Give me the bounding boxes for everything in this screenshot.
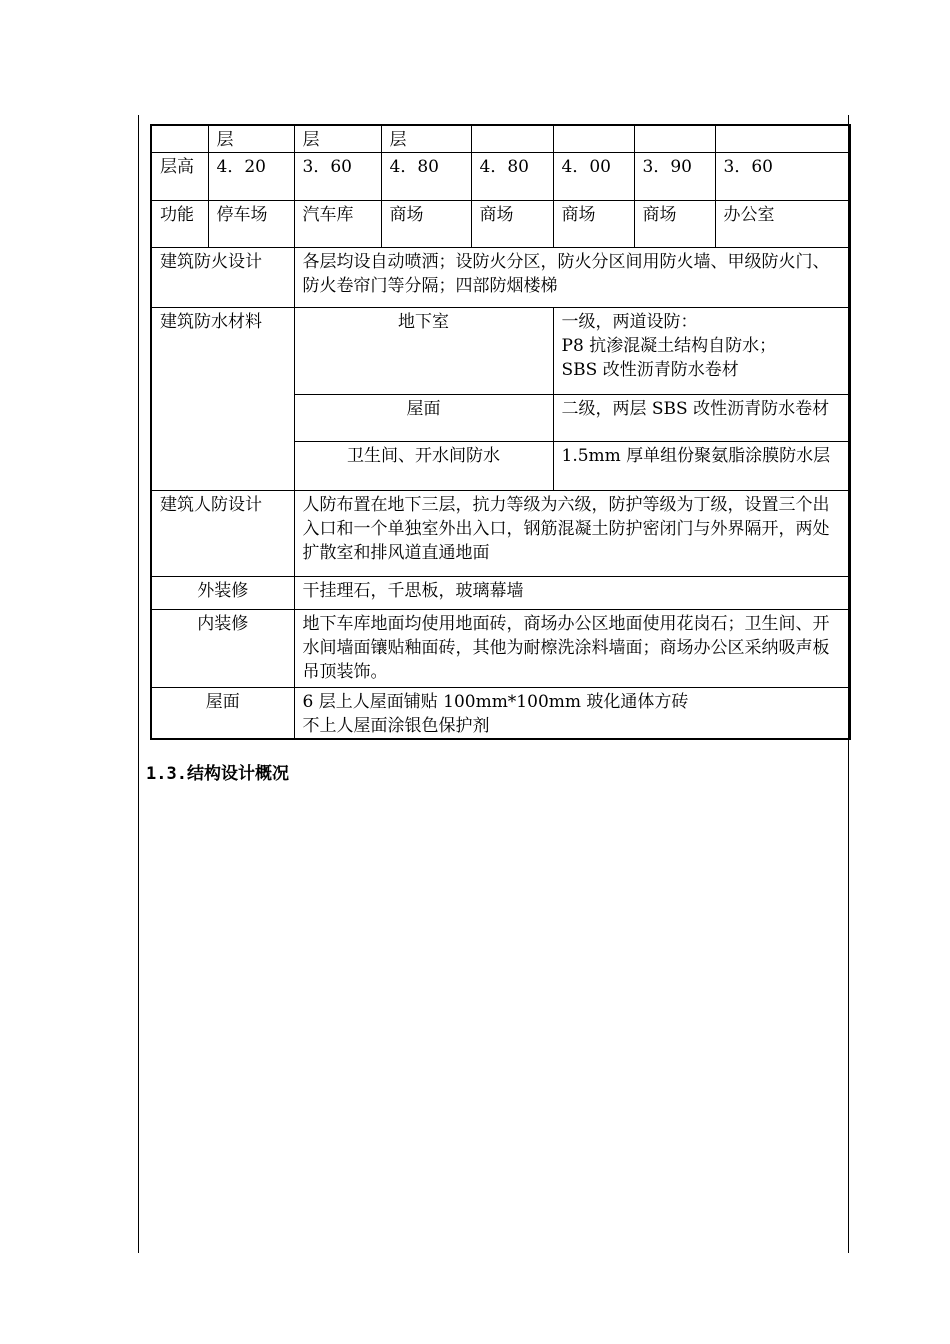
function-value: 商场 — [471, 201, 553, 248]
height-value: 3．60 — [715, 153, 850, 201]
roof-line: 不上人屋面涂银色保护剂 — [302, 716, 490, 736]
section-heading: 1.3.结构设计概况 — [146, 764, 289, 784]
function-value: 商场 — [553, 201, 634, 248]
waterproof-label: 建筑防水材料 — [151, 308, 294, 491]
civil-defense-row — [151, 491, 850, 577]
table-cell: 层 — [208, 125, 294, 153]
waterproof-spec-line: SBS 改性沥青防水卷材 — [561, 360, 739, 380]
waterproof-part: 卫生间、开水间防水 — [294, 442, 553, 491]
height-value: 4．80 — [471, 153, 553, 201]
height-row-label: 层高 — [151, 153, 208, 201]
roof-text — [294, 688, 850, 740]
waterproof-part: 地下室 — [294, 308, 553, 395]
waterproof-spec-line: 一级，两道设防： — [561, 312, 698, 332]
function-value: 商场 — [381, 201, 471, 248]
height-row — [151, 153, 850, 201]
table-cell — [553, 125, 634, 153]
roof-line: 6 层上人屋面铺贴 100mm*100mm 玻化通体方砖 — [302, 692, 689, 712]
fire-design-label: 建筑防火设计 — [151, 248, 294, 308]
waterproof-spec — [553, 395, 850, 442]
interior-label: 内装修 — [151, 610, 294, 688]
waterproof-spec — [553, 442, 850, 491]
waterproof-spec-line: P8 抗渗混凝土结构自防水； — [561, 336, 777, 356]
roof-label: 屋面 — [151, 688, 294, 740]
fire-design-row — [151, 248, 850, 308]
function-value: 停车场 — [208, 201, 294, 248]
fire-design-text: 各层均设自动喷洒；设防火分区，防火分区间用防火墙、甲级防火门、防火卷帘门等分隔；四部防烟楼梯 — [294, 248, 850, 308]
waterproof-spec-line: 1.5mm 厚单组份聚氨脂涂膜防水层 — [561, 446, 831, 466]
waterproof-spec — [553, 308, 850, 395]
floors-row-header — [151, 125, 208, 153]
table-cell: 层 — [294, 125, 381, 153]
height-value: 4．00 — [553, 153, 634, 201]
exterior-row — [151, 577, 850, 610]
page-border-left — [138, 115, 139, 1253]
function-value: 商场 — [634, 201, 715, 248]
table-cell — [634, 125, 715, 153]
exterior-text: 干挂理石，千思板，玻璃幕墙 — [294, 577, 850, 610]
roof-row — [151, 688, 850, 740]
floors-row — [151, 125, 850, 153]
interior-text: 地下车库地面均使用地面砖，商场办公区地面使用花岗石；卫生间、开水间墙面镶贴釉面砖，其他为耐檫洗涂料墙面；商场办公区采纳吸声板吊顶装饰。 — [294, 610, 850, 688]
waterproof-row-basement — [151, 308, 850, 395]
height-value: 3．60 — [294, 153, 381, 201]
function-row-label: 功能 — [151, 201, 208, 248]
table-cell — [715, 125, 850, 153]
height-value: 3．90 — [634, 153, 715, 201]
civil-defense-text: 人防布置在地下三层，抗力等级为六级，防护等级为丁级，设置三个出入口和一个单独室外出入口，钢筋混凝土防护密闭门与外界隔开，两处扩散室和排风道直通地面 — [294, 491, 850, 577]
function-row — [151, 201, 850, 248]
civil-defense-label: 建筑人防设计 — [151, 491, 294, 577]
waterproof-part: 屋面 — [294, 395, 553, 442]
waterproof-spec-line: 二级，两层 SBS 改性沥青防水卷材 — [561, 399, 830, 419]
height-value: 4．80 — [381, 153, 471, 201]
interior-row — [151, 610, 850, 688]
table-cell — [471, 125, 553, 153]
function-value: 汽车库 — [294, 201, 381, 248]
height-value: 4．20 — [208, 153, 294, 201]
exterior-label: 外装修 — [151, 577, 294, 610]
table-cell: 层 — [381, 125, 471, 153]
function-value: 办公室 — [715, 201, 850, 248]
building-spec-table — [150, 124, 851, 740]
